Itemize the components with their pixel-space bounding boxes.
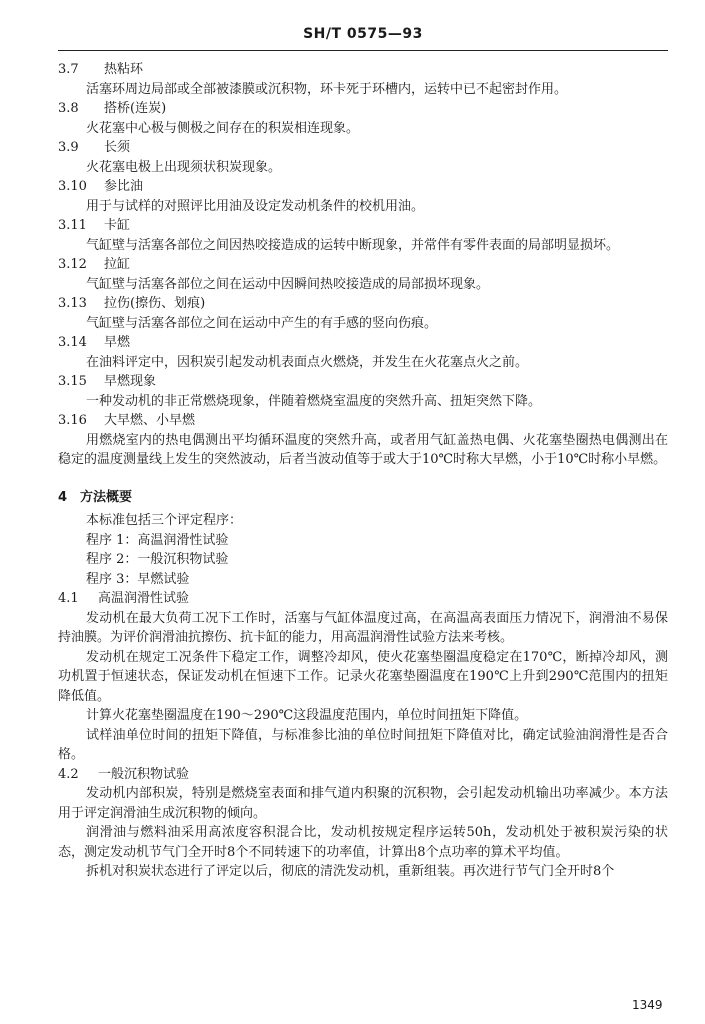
paragraph: 发动机在最大负荷工况下工作时，活塞与气缸体温度过高，在高温高表面压力情况下，润滑油不易保持油膜。为评价润滑油抗擦伤、抗卡缸的能力，用高温润滑性试验方法来考核。 [58,610,668,645]
paragraph: 拆机对积炭状态进行了评定以后，彻底的清洗发动机，重新组装。再次进行节气门全开时8个 [86,864,615,879]
definition-term [58,411,668,431]
definition-text: 气缸壁与活塞各部位之间在运动中因瞬间热咬接造成的局部损坏现象。 [86,276,490,292]
term-label: 拉缸 [104,257,131,272]
definition-term [58,138,668,158]
paragraph: 发动机内部积炭，特别是燃烧室表面和排气道内积聚的沉积物，会引起发动机输出功率减少。本方法用于评定润滑油生成沉积物的倾向。 [58,786,668,821]
clause-number: 3.15 [58,374,87,389]
definition-term [58,216,668,236]
term-label: 长须 [104,140,131,155]
subsection-heading: 4.2 一般沉积物试验 [58,766,190,782]
clause-number: 3.10 [58,179,87,194]
term-label: 拉伤(擦伤、划痕) [104,296,206,311]
definition-term [58,294,668,314]
clause-number: 3.12 [58,257,87,272]
definition-term [58,177,668,197]
clause-number: 3.9 [58,140,79,155]
standard-code-header: SH/T 0575—93 [303,26,423,42]
definition-term [58,99,668,119]
clause-number: 3.13 [58,296,87,311]
section-4 [58,488,668,882]
definition-text: 在油料评定中，因积炭引起发动机表面点火燃烧，并发生在火花塞点火之前。 [86,354,529,370]
section-intro: 本标准包括三个评定程序： [86,513,243,528]
definition-term [58,255,668,275]
definition-text: 用于与试样的对照评比用油及设定发动机条件的校机用油。 [86,198,425,214]
term-label: 参比油 [104,179,144,194]
procedure-item: 程序 2：一般沉积物试验 [86,552,229,567]
definition-text: 一种发动机的非正常燃烧现象，伴随着燃烧室温度的突然升高、扭矩突然下降。 [86,393,542,409]
header-rule [58,50,668,51]
subsection-heading: 4.1 高温润滑性试验 [58,591,190,606]
document-body [58,60,668,882]
clause-number: 3.7 [58,62,79,77]
clause-number: 3.14 [58,335,87,350]
paragraph: 发动机在规定工况条件下稳定工作，调整冷却风，使火花塞垫圈温度稳定在170℃，断掉冷却风，测功机置于恒速状态，保证发动机在恒速下工作。记录火花塞垫圈温度在190℃上升到290℃范围内的扭矩降低值。 [58,649,668,704]
section-heading: 4 方法概要 [58,489,133,505]
page-number: 1349 [632,998,663,1012]
definition-text: 气缸壁与活塞各部位之间因热咬接造成的运转中断现象，并常伴有零件表面的局部明显损坏。 [86,237,620,253]
clause-number: 3.8 [58,101,79,116]
procedure-item: 程序 3：早燃试验 [86,571,190,587]
clause-number: 3.11 [58,218,87,233]
definition-text: 火花塞中心极与侧极之间存在的积炭相连现象。 [86,120,360,136]
definition-text: 用燃烧室内的热电偶测出平均循环温度的突然升高，或者用气缸盖热电偶、火花塞垫圈热电偶测出在稳定的温度测量线上发生的突然波动，后者当波动值等于或大于10℃时称大早燃，小于10℃时称小早燃。 [58,432,668,467]
definition-term [58,60,668,80]
paragraph: 计算火花塞垫圈温度在190～290℃这段温度范围内，单位时间扭矩下降值。 [86,708,528,723]
term-label: 早燃 [104,335,131,350]
definition-text: 气缸壁与活塞各部位之间在运动中产生的有手感的竖向伤痕。 [86,315,438,331]
definitions-list [58,60,668,470]
definition-text: 火花塞电极上出现须状积炭现象。 [86,159,282,175]
definition-term [58,372,668,392]
term-label: 大早燃、小早燃 [104,413,196,428]
definition-text: 活塞环周边局部或全部被漆膜或沉积物，环卡死于环槽内，运转中已不起密封作用。 [86,81,568,97]
procedure-item: 程序 1：高温润滑性试验 [86,532,229,548]
paragraph: 试样油单位时间的扭矩下降值，与标准参比油的单位时间扭矩下降值对比，确定试验油润滑性是否合格。 [58,727,668,762]
term-label: 热粘环 [104,62,144,77]
term-label: 卡缸 [104,218,131,233]
definition-term [58,333,668,353]
term-label: 搭桥(连炭) [104,101,167,116]
term-label: 早燃现象 [104,374,157,389]
clause-number: 3.16 [58,413,87,428]
paragraph: 润滑油与燃料油采用高浓度容积混合比，发动机按规定程序运转50h，发动机处于被积炭污染的状态，测定发动机节气门全开时8个不同转速下的功率值，计算出8个点功率的算术平均值。 [58,825,668,860]
